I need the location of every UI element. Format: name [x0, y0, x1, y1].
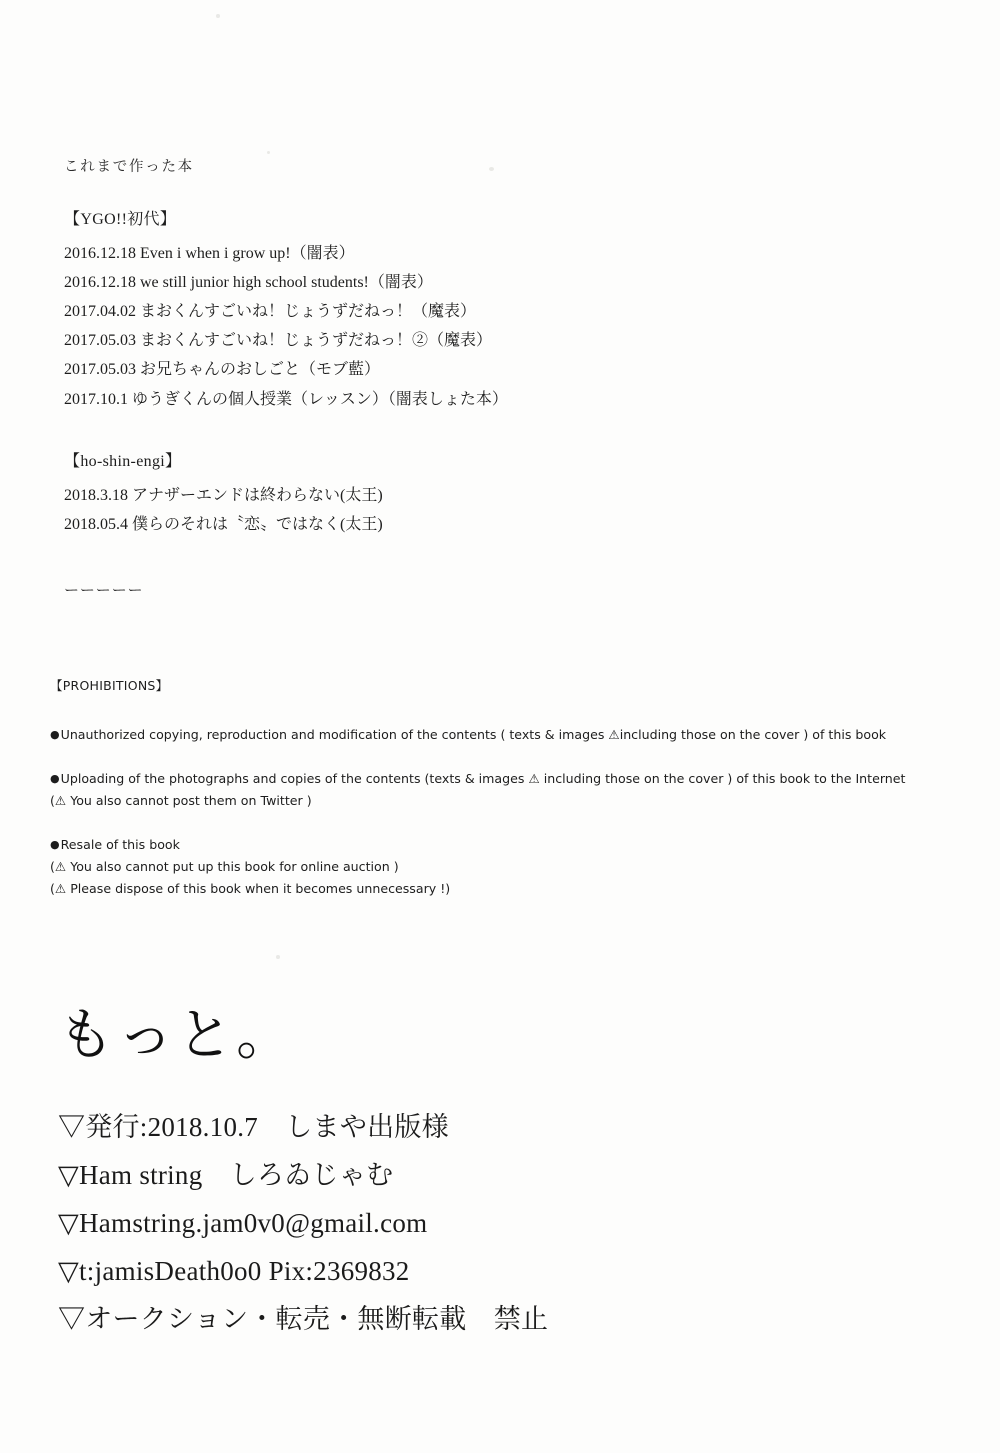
prohibition-item	[50, 834, 940, 900]
bullet-icon: ●	[50, 772, 60, 786]
works-group-title: 【ho-shin-engi】	[64, 452, 182, 470]
list-item: 2017.05.03 お兄ちゃんのおしごと（モブ藍）	[64, 361, 381, 379]
colophon-notice: ▽オークション・転売・無断転載 禁止	[58, 1303, 549, 1334]
prohibition-item	[50, 768, 940, 812]
page-title: もっと。	[58, 1003, 296, 1068]
list-item: 2018.05.4 僕らのそれは〝恋〟ではなく(太王)	[64, 515, 383, 533]
prohibitions-section	[50, 676, 940, 922]
prohibition-text: Uploading of the photographs and copies of the contents (texts & images ⚠ including those on the cover ) of this book to the Internet	[60, 771, 906, 787]
prohibition-subtext: (⚠ You also cannot post them on Twitter )	[50, 793, 312, 809]
list-item: 2018.3.18 アナザーエンドは終わらない(太王)	[64, 486, 383, 504]
list-item: 2017.04.02 まおくんすごいね！じょうずだねっ！（魔表）	[64, 303, 477, 321]
bullet-icon: ●	[50, 838, 60, 852]
prohibition-text: Unauthorized copying, reproduction and modification of the contents ( texts & images ⚠including those on the cover ) of this book	[60, 727, 887, 742]
colophon-social-handles: ▽t:jamisDeath0o0 Pix:2369832	[58, 1255, 410, 1286]
paper-speck-icon	[216, 14, 220, 18]
list-item: 2016.12.18 we still junior high school students!（闇表）	[64, 274, 433, 292]
works-group	[64, 206, 784, 414]
list-item: 2017.05.03 まおくんすごいね！じょうずだねっ！②（魔表）	[64, 332, 493, 350]
colophon-section	[58, 1005, 758, 1343]
list-item: 2017.10.1 ゆうぎくんの個人授業（レッスン）（闇表しょた本）	[64, 390, 508, 408]
works-heading: これまで作った本	[64, 159, 194, 175]
list-item: 2016.12.18 Even i when i grow up!（闇表）	[64, 245, 355, 262]
prohibition-subtext: (⚠ Please dispose of this book when it becomes unnecessary !)	[50, 881, 451, 897]
section-divider: ーーーーー	[64, 582, 144, 599]
colophon-circle-name: ▽Ham string しろゐじゃむ	[58, 1159, 394, 1190]
bullet-icon: ●	[50, 728, 60, 741]
prohibition-subtext: (⚠ You also cannot put up this book for online auction )	[50, 859, 399, 875]
works-group	[64, 448, 784, 539]
works-group-title: 【YGO!!初代】	[64, 211, 177, 228]
prohibitions-title: 【PROHIBITIONS】	[50, 678, 169, 693]
prohibition-text: Resale of this book	[60, 837, 180, 853]
works-list-section	[64, 155, 784, 600]
prohibition-item	[50, 724, 940, 746]
paper-speck-icon	[267, 151, 270, 154]
spacer	[64, 414, 784, 448]
colophon-publish-date: ▽発行:2018.10.7 しまや出版様	[58, 1111, 449, 1142]
paper-speck-icon	[276, 955, 280, 959]
colophon-email: ▽Hamstring.jam0v0@gmail.com	[58, 1207, 428, 1238]
